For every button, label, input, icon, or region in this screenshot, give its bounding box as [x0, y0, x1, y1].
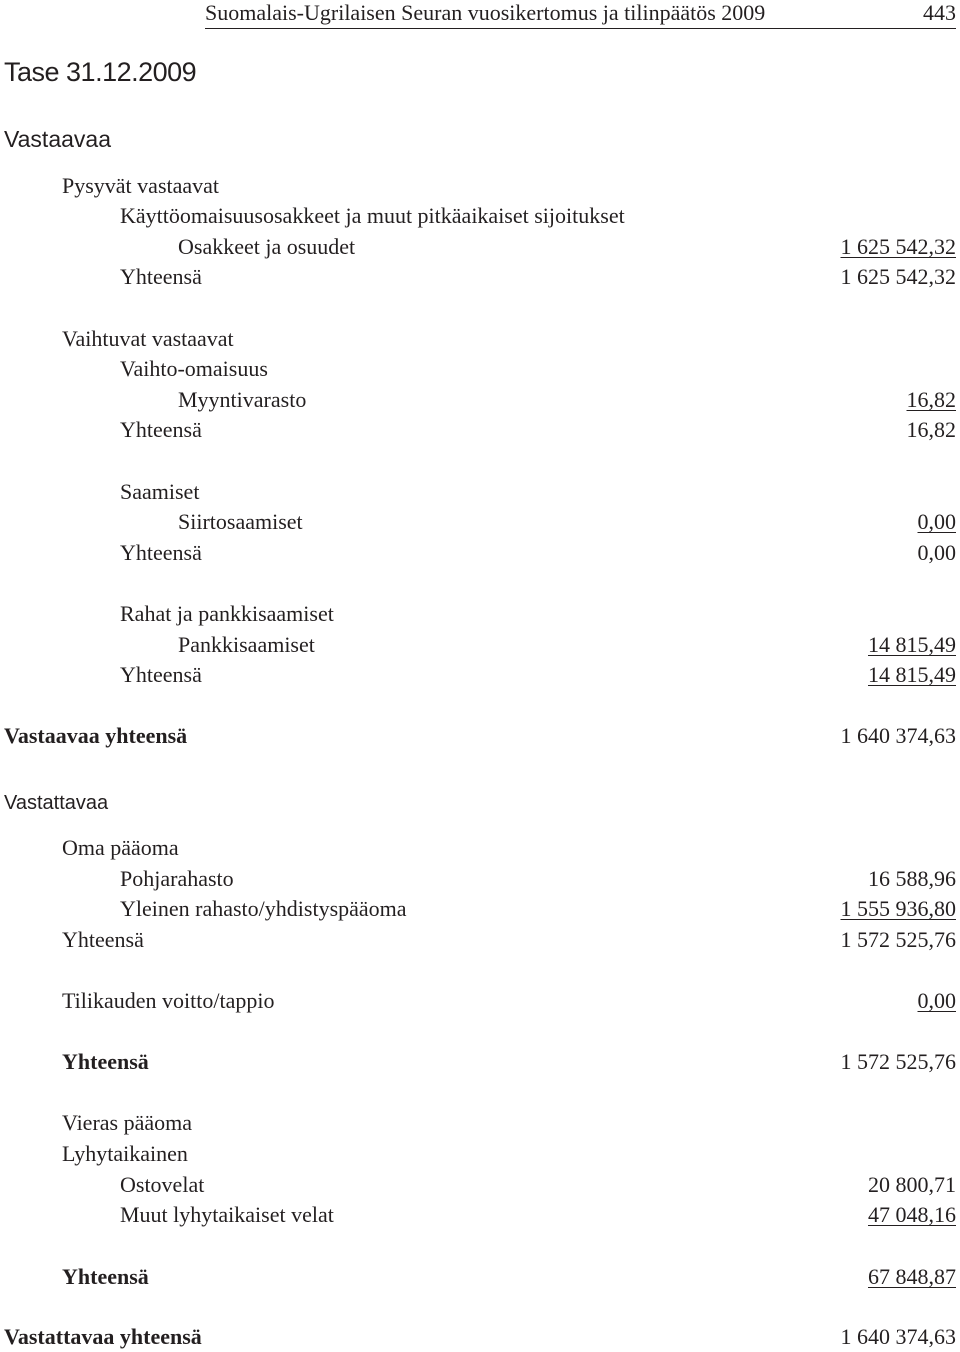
assets-row-current-assets	[0, 324, 956, 354]
assets-row-bank	[0, 630, 956, 660]
row-label: Pysyvät vastaavat	[62, 173, 220, 198]
assets-row-inventory	[0, 354, 956, 384]
assets-row-accrued-receivables	[0, 507, 956, 537]
row-value: 1 572 525,76	[840, 927, 956, 952]
page-number: 443	[923, 0, 956, 25]
liab-row-subtotal	[0, 1047, 956, 1077]
row-label: Yhteensä	[62, 1049, 149, 1074]
row-label: Osakkeet ja osuudet	[178, 234, 356, 259]
row-value: 16,82	[906, 417, 956, 442]
row-label: Oma pääoma	[62, 835, 179, 860]
row-value: 47 048,16	[868, 1202, 956, 1227]
row-label: Yhteensä	[120, 264, 202, 289]
total-label: Vastattavaa yhteensä	[4, 1324, 202, 1349]
assets-row-investments	[0, 201, 956, 231]
row-label: Yhteensä	[62, 927, 144, 952]
row-value: 1 555 936,80	[840, 896, 956, 921]
assets-row-shares-total	[0, 262, 956, 292]
row-label: Myyntivarasto	[178, 387, 307, 412]
row-label: Käyttöomaisuusosakkeet ja muut pitkäaikaiset sijoitukset	[120, 203, 625, 228]
liab-row-profit-loss	[0, 986, 956, 1016]
row-label: Pohjarahasto	[120, 866, 234, 891]
row-label: Rahat ja pankkisaamiset	[120, 601, 334, 626]
assets-row-fixed-assets	[0, 171, 956, 201]
row-label: Ostovelat	[120, 1172, 205, 1197]
liabilities-heading: Vastattavaa	[4, 792, 109, 814]
row-value: 14 815,49	[868, 632, 956, 657]
total-label: Vastaavaa yhteensä	[4, 723, 188, 748]
liab-row-payables	[0, 1170, 956, 1200]
assets-row-inventory-total	[0, 415, 956, 445]
row-label: Vieras pääoma	[62, 1110, 193, 1135]
row-label: Muut lyhytaikaiset velat	[120, 1202, 334, 1227]
row-label: Yhteensä	[120, 417, 202, 442]
assets-row-shares	[0, 232, 956, 262]
assets-row-receivables-total	[0, 538, 956, 568]
row-label: Lyhytaikainen	[62, 1141, 188, 1166]
row-value: 0,00	[917, 988, 956, 1013]
row-label: Saamiset	[120, 479, 200, 504]
row-label: Siirtosaamiset	[178, 509, 303, 534]
assets-row-sales-stock	[0, 385, 956, 415]
liab-row-short-term	[0, 1139, 956, 1169]
row-label: Vaihto-omaisuus	[120, 356, 268, 381]
liab-row-other-short-term	[0, 1200, 956, 1230]
assets-row-cash	[0, 599, 956, 629]
liabilities-grand-total	[0, 1322, 956, 1352]
row-label: Vaihtuvat vastaavat	[62, 326, 234, 351]
row-value: 16,82	[906, 387, 956, 412]
assets-grand-total	[0, 721, 956, 751]
row-value: 1 625 542,32	[840, 234, 956, 259]
row-label: Yleinen rahasto/yhdistyspääoma	[120, 896, 407, 921]
assets-heading: Vastaavaa	[4, 126, 111, 152]
liab-row-debt-total	[0, 1262, 956, 1292]
row-value: 16 588,96	[868, 866, 956, 891]
row-value: 67 848,87	[868, 1264, 956, 1289]
total-value: 1 640 374,63	[840, 723, 956, 748]
liab-row-general-fund	[0, 894, 956, 924]
row-value: 1 625 542,32	[840, 264, 956, 289]
row-label: Yhteensä	[120, 540, 202, 565]
header-title: Suomalais-Ugrilaisen Seuran vuosikertomus ja tilinpäätös 2009	[205, 0, 766, 25]
row-value: 14 815,49	[868, 662, 956, 687]
row-value: 0,00	[917, 509, 956, 534]
row-label: Yhteensä	[62, 1264, 149, 1289]
liab-row-debt	[0, 1108, 956, 1138]
running-header	[205, 0, 956, 29]
row-label: Pankkisaamiset	[178, 632, 315, 657]
document-title: Tase 31.12.2009	[4, 57, 197, 87]
liab-row-base-fund	[0, 864, 956, 894]
liab-row-equity-total	[0, 925, 956, 955]
row-value: 20 800,71	[868, 1172, 956, 1197]
row-value: 0,00	[917, 540, 956, 565]
total-value: 1 640 374,63	[840, 1324, 956, 1349]
liab-row-equity	[0, 833, 956, 863]
row-label: Tilikauden voitto/tappio	[62, 988, 275, 1013]
assets-row-cash-total	[0, 660, 956, 690]
row-label: Yhteensä	[120, 662, 202, 687]
row-value: 1 572 525,76	[840, 1049, 956, 1074]
assets-row-receivables	[0, 477, 956, 507]
